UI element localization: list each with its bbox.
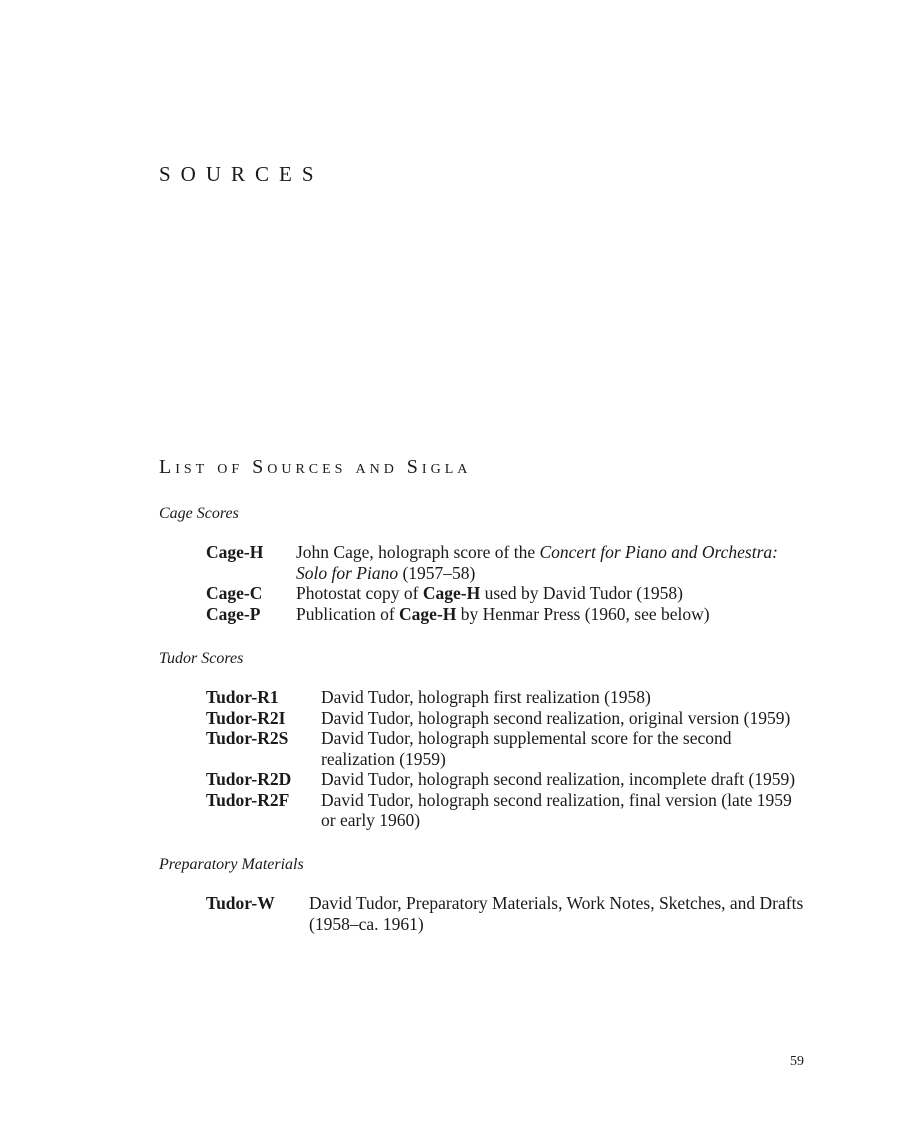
siglum: Cage-C bbox=[206, 583, 263, 603]
source-description: John Cage, holograph score of the Concert for Piano and Orchestra: Solo for Piano (1957–58) bbox=[296, 542, 778, 583]
source-description: David Tudor, holograph second realization, original version (1959) bbox=[321, 707, 791, 728]
source-description: David Tudor, holograph second realization, final version (late 1959 or early 1960) bbox=[321, 789, 792, 830]
list-item bbox=[206, 728, 806, 769]
group-heading-cage-scores: Cage Scores bbox=[159, 505, 239, 522]
section-heading: List of Sources and Sigla bbox=[159, 456, 472, 478]
siglum: Tudor-R2I bbox=[206, 707, 286, 728]
list-item bbox=[206, 542, 806, 583]
siglum: Tudor-R1 bbox=[206, 687, 279, 707]
list-item bbox=[206, 583, 806, 604]
source-description: David Tudor, holograph second realization, incomplete draft (1959) bbox=[321, 769, 796, 789]
chapter-title: SOURCES bbox=[159, 162, 324, 186]
preparatory-materials-list bbox=[206, 893, 806, 934]
siglum-reference: Cage-H bbox=[422, 583, 481, 603]
list-item bbox=[206, 604, 806, 625]
list-item bbox=[206, 790, 806, 831]
siglum: Tudor-R2F bbox=[206, 789, 290, 810]
page-number: 59 bbox=[790, 1054, 804, 1069]
siglum: Tudor-R2D bbox=[206, 769, 292, 789]
list-item bbox=[206, 687, 806, 708]
source-description: Photostat copy of Cage-H used by David Tudor (1958) bbox=[296, 583, 683, 603]
cage-scores-list bbox=[206, 542, 806, 624]
source-description: David Tudor, holograph supplemental score for the second realization (1959) bbox=[321, 728, 732, 769]
source-description: David Tudor, Preparatory Materials, Work Notes, Sketches, and Drafts (1958–ca. 1961) bbox=[309, 893, 804, 934]
list-item bbox=[206, 893, 806, 934]
work-title: Concert for Piano and Orchestra: Solo for Piano bbox=[296, 542, 778, 583]
siglum: Cage-H bbox=[206, 542, 264, 562]
siglum: Tudor-W bbox=[206, 893, 275, 913]
siglum-reference: Cage-H bbox=[399, 603, 457, 624]
siglum: Cage-P bbox=[206, 603, 261, 624]
source-description: David Tudor, holograph first realization (1958) bbox=[321, 687, 651, 707]
group-heading-tudor-scores: Tudor Scores bbox=[159, 650, 244, 667]
group-heading-preparatory-materials: Preparatory Materials bbox=[159, 856, 304, 873]
source-description: Publication of Cage-H by Henmar Press (1960, see below) bbox=[296, 603, 710, 624]
tudor-scores-list bbox=[206, 687, 806, 831]
siglum: Tudor-R2S bbox=[206, 728, 289, 748]
list-item bbox=[206, 769, 806, 790]
list-item bbox=[206, 708, 806, 729]
